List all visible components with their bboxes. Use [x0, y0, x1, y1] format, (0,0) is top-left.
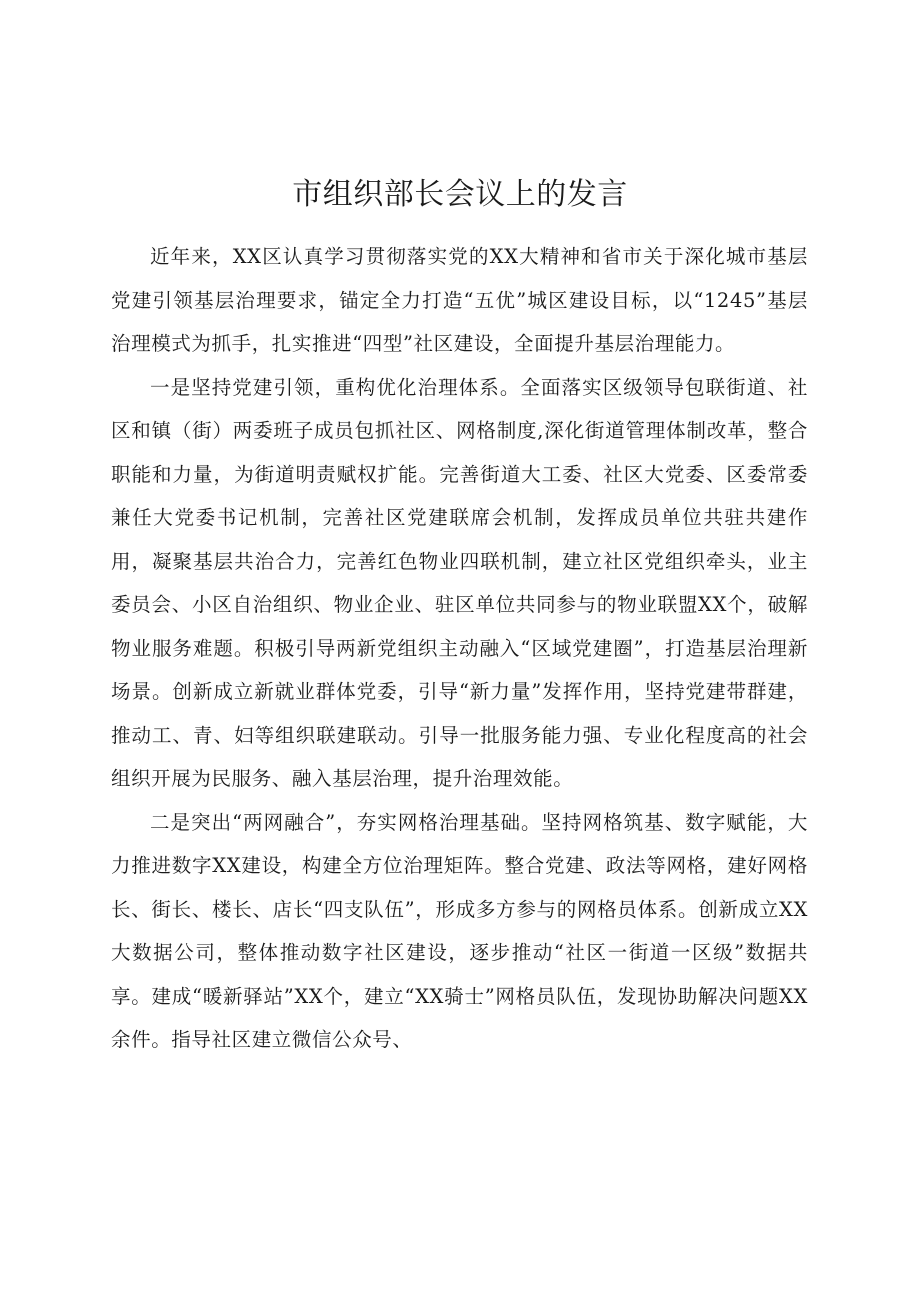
page-title: 市组织部长会议上的发言: [292, 177, 628, 212]
paragraph-intro: 近年来，XX区认真学习贯彻落实党的XX大精神和省市关于深化城市基层党建引领基层治理要求，锚定全力打造“五优”城区建设目标，以“1245”基层治理模式为抓手，扎实推进“四型”社区建设，全面提升基层治理能力。: [111, 245, 808, 355]
paragraph-grid-governance: 二是突出“两网融合”，夯实网格治理基础。坚持网格筑基、数字赋能，大力推进数字XX建设，构建全方位治理矩阵。整合党建、政法等网格，建好网格长、街长、楼长、店长“四支队伍”，形成多方参与的网格员体系。创新成立XX大数据公司，整体推动数字社区建设，逐步推动“社区一街道一区级”数据共享。建成“暖新驿站”XX个，建立“XX骑士”网格员队伍，发现协助解决问题XX余件。指导社区建立微信公众号、: [111, 810, 808, 1051]
document-body: [111, 235, 808, 1062]
paragraph-party-leadership: 一是坚持党建引领，重构优化治理体系。全面落实区级领导包联街道、社区和镇（街）两委班子成员包抓社区、网格制度,深化街道管理体制改革，整合职能和力量，为街道明责赋权扩能。完善街道大工委、社区大党委、区委常委兼任大党委书记机制，完善社区党建联席会机制，发挥成员单位共驻共建作用，凝聚基层共治合力，完善红色物业四联机制，建立社区党组织牵头，业主委员会、小区自治组织、物业企业、驻区单位共同参与的物业联盟XX个，破解物业服务难题。积极引导两新党组织主动融入“区域党建圈”，打造基层治理新场景。创新成立新就业群体党委，引导“新力量”发挥作用，坚持党建带群建，推动工、青、妇等组织联建联动。引导一批服务能力强、专业化程度高的社会组织开展为民服务、融入基层治理，提升治理效能。: [111, 375, 808, 790]
